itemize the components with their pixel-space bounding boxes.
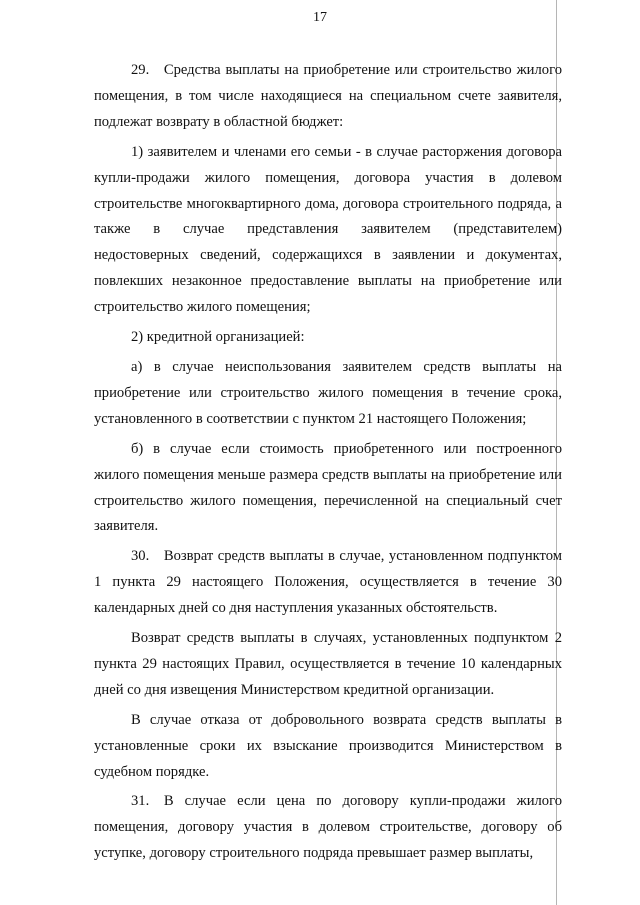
paragraph-29: 29. Средства выплаты на приобретение или строительство жилого помещения, в том числе находящиеся на специальном счете заявителя, подлежат возврату в областной бюджет: [94, 62, 562, 130]
paragraph-29-item-2b: б) в случае если стоимость приобретенного или построенного жилого помещения меньше размера средств выплаты на приобретение или строительство жилого помещения, перечисленной на специальный счет заявителя. [94, 440, 562, 535]
paragraph-30: 30. Возврат средств выплаты в случае, установленном подпунктом 1 пункта 29 настоящего Положения, осуществляется в течение 30 календарных дней со дня наступления указанных обстоятельств. [94, 548, 562, 617]
paragraph-30-part-3: В случае отказа от добровольного возврата средств выплаты в установленные сроки их взыскание производится Министерством в судебном порядке. [94, 711, 562, 780]
page-number: 17 [313, 10, 327, 25]
paragraph-31: 31. В случае если цена по договору купли-продажи жилого помещения, договору участия в долевом строительстве, договору об уступке, договору строительного подряда превышает размер выплаты, [94, 793, 562, 862]
paragraph-29-item-2: 2) кредитной организацией: [131, 329, 305, 346]
document-body [94, 58, 562, 867]
paragraph-30-part-2: Возврат средств выплаты в случаях, установленных подпунктом 2 пункта 29 настоящих Правил, осуществляется в течение 10 календарных дней со дня извещения Министерством кредитной организации. [94, 630, 562, 698]
paragraph-29-item-1: 1) заявителем и членами его семьи - в случае расторжения договора купли-продажи жилого помещения, договора участия в долевом строительстве многоквартирного дома, договора строительного подряда, а также в случае представления заявителем (представителем) недостоверных сведений, содержащихся в заявлении и документах, повлекших незаконное предоставление выплаты на приобретение или строительство жилого помещения; [94, 143, 562, 316]
paragraph-29-item-2a: а) в случае неиспользования заявителем средств выплаты на приобретение или строительство жилого помещения в течение срока, установленного в соответствии с пунктом 21 настоящего Положения; [94, 358, 562, 427]
